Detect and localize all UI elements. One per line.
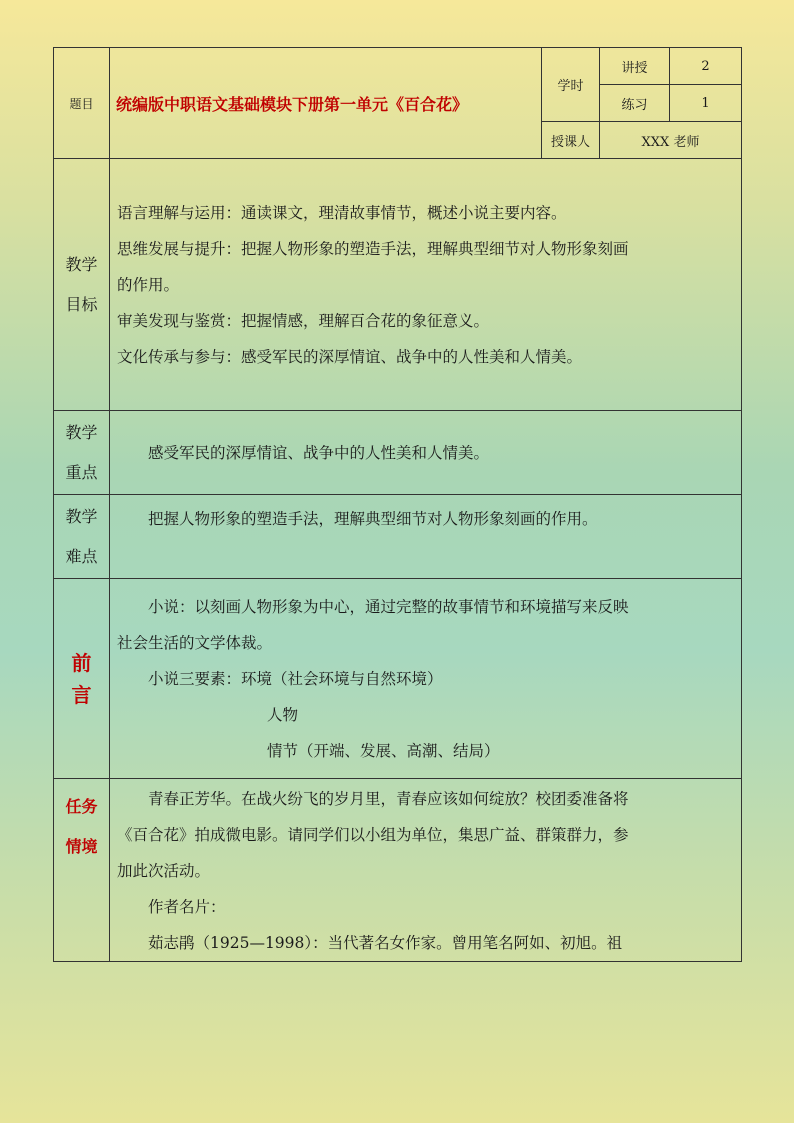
task-line: 青春正芳华。在战火纷飞的岁月里，青春应该如何绽放？校团委准备将 <box>148 790 629 808</box>
key-points-text: 感受军民的深厚情谊、战争中的人性美和人情美。 <box>148 443 490 462</box>
lesson-title: 统编版中职语文基础模块下册第一单元《百合花》 <box>110 48 542 159</box>
hours-label: 学时 <box>542 48 600 122</box>
preface-content <box>110 579 742 779</box>
preface-line: 小说三要素：环境（社会环境与自然环境） <box>148 669 443 688</box>
lecture-value: 2 <box>670 48 742 85</box>
practice-label: 练习 <box>600 85 670 122</box>
objectives-content <box>110 159 742 411</box>
preface-line: 情节（开端、发展、高潮、结局） <box>267 741 500 760</box>
task-label-1: 任务 <box>65 797 98 816</box>
objective-line: 文化传承与参与：感受军民的深厚情谊、战争中的人性美和人情美。 <box>117 347 583 366</box>
task-line: 作者名片： <box>148 898 226 916</box>
objective-line: 审美发现与鉴赏：把握情感，理解百合花的象征意义。 <box>117 311 490 330</box>
task-line: 《百合花》拍成微电影。请同学们以小组为单位，集思广益、群策群力，参 <box>117 826 629 844</box>
task-label-2: 情境 <box>65 837 98 856</box>
practice-value: 1 <box>670 85 742 122</box>
teacher-value: XXX 老师 <box>600 122 742 159</box>
key-points-label-1: 教学 <box>65 422 98 442</box>
objective-line: 语言理解与运用：通读课文，理清故事情节，概述小说主要内容。 <box>117 203 567 222</box>
key-points-label-2: 重点 <box>65 462 98 482</box>
task-line: 茹志鹃（1925—1998）：当代著名女作家。曾用笔名阿如、初旭。祖 <box>148 934 623 952</box>
preface-label-1: 前 <box>71 650 92 675</box>
key-points-content <box>110 411 742 495</box>
difficulties-content <box>110 495 742 579</box>
teacher-label: 授课人 <box>542 122 600 159</box>
preface-line: 小说：以刻画人物形象为中心，通过完整的故事情节和环境描写来反映 <box>148 597 629 616</box>
objectives-label-1: 教学 <box>65 254 98 274</box>
difficulties-label-2: 难点 <box>65 546 98 566</box>
preface-label <box>54 579 110 779</box>
preface-line: 人物 <box>267 705 299 724</box>
objectives-label <box>54 159 110 411</box>
lesson-plan-table <box>53 47 742 962</box>
task-line: 加此次活动。 <box>117 862 211 880</box>
task-content <box>110 779 742 962</box>
title-label: 题目 <box>54 48 110 159</box>
difficulties-label-1: 教学 <box>65 506 98 526</box>
difficulties-text: 把握人物形象的塑造手法，理解典型细节对人物形象刻画的作用。 <box>148 510 598 528</box>
preface-line: 社会生活的文学体裁。 <box>117 633 273 652</box>
objective-line: 思维发展与提升：把握人物形象的塑造手法，理解典型细节对人物形象刻画 <box>117 239 629 258</box>
preface-label-2: 言 <box>71 682 92 707</box>
lecture-label: 讲授 <box>600 48 670 85</box>
task-label <box>54 779 110 962</box>
objectives-label-2: 目标 <box>65 294 98 314</box>
key-points-label <box>54 411 110 495</box>
difficulties-label <box>54 495 110 579</box>
objective-line: 的作用。 <box>117 275 180 294</box>
